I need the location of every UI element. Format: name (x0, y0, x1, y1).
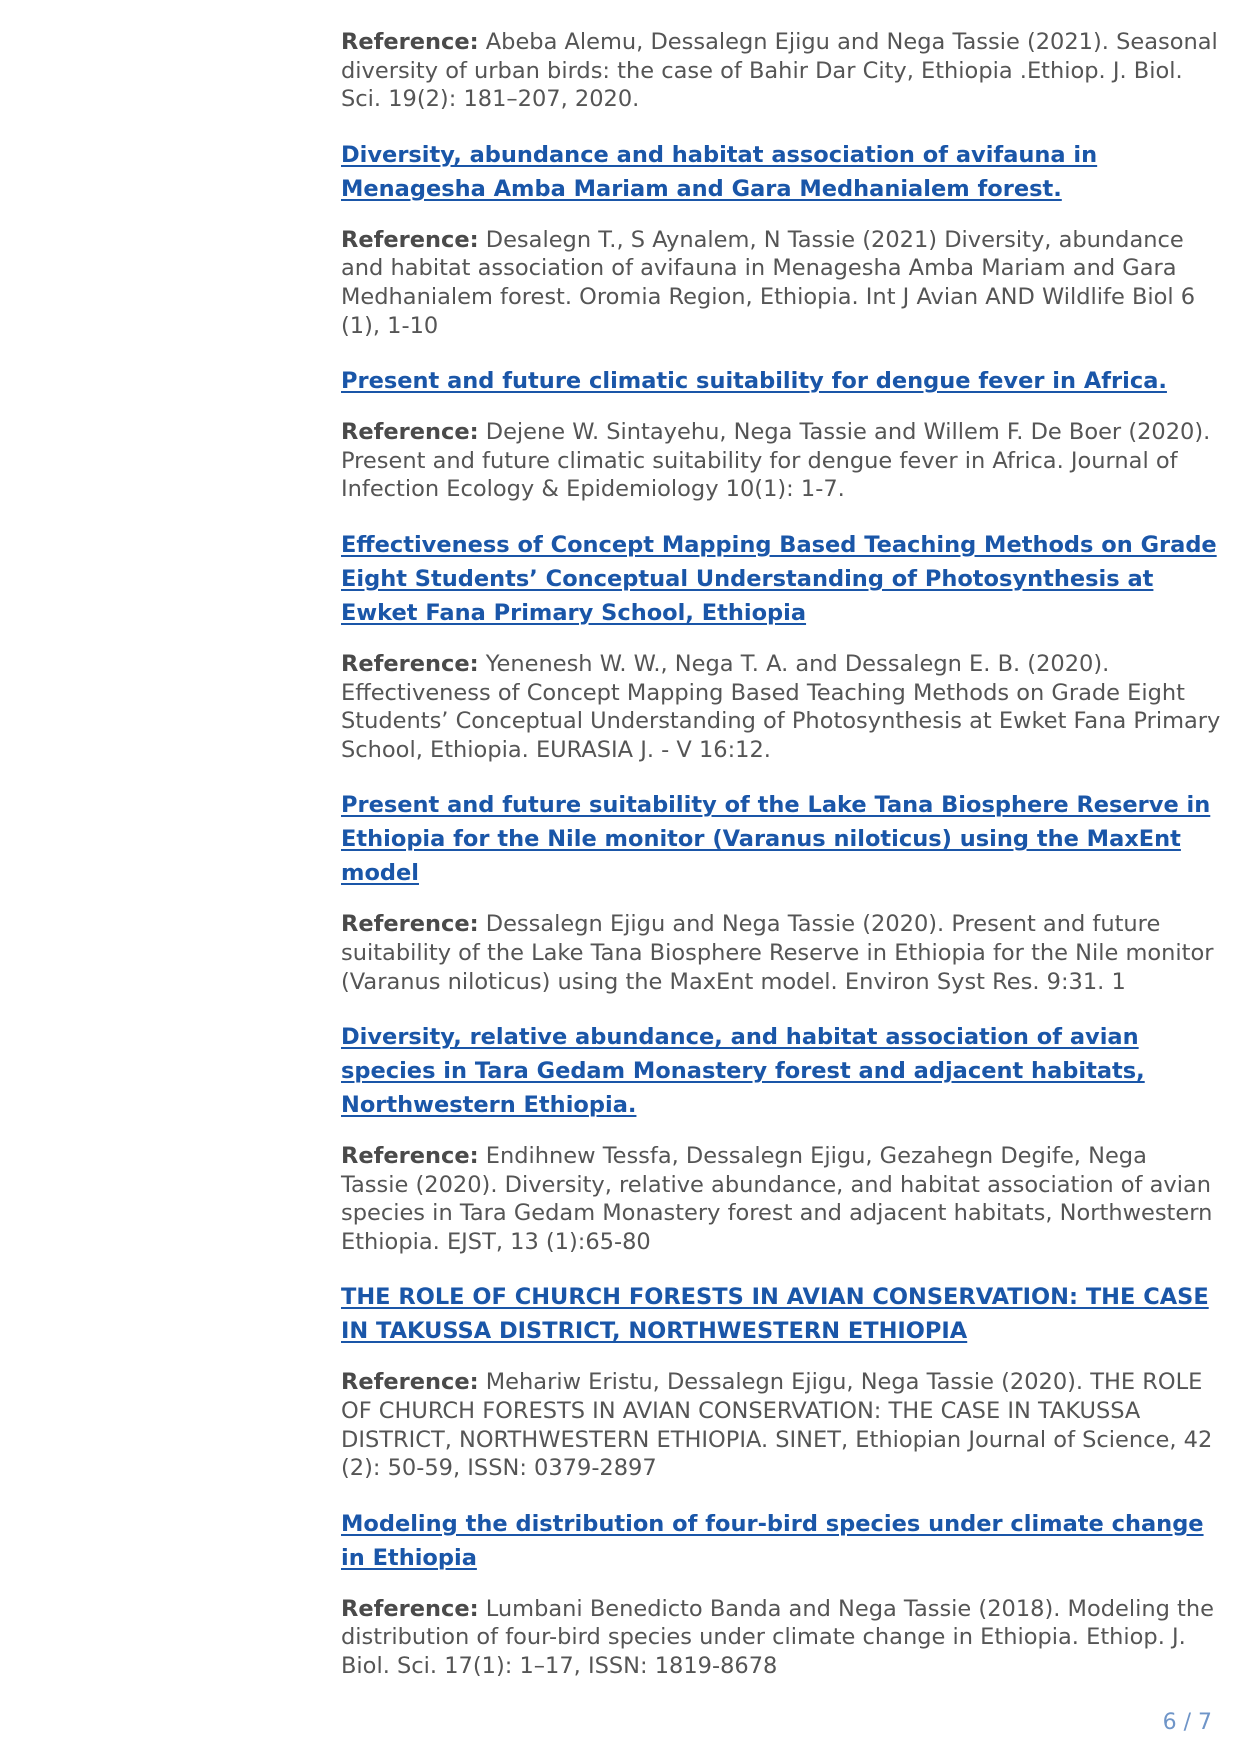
reference-label: Reference: (341, 226, 479, 253)
reference-entry (341, 1595, 1221, 1681)
publication-title-link[interactable]: Modeling the distribution of four-bird species under climate change in Ethiopia (341, 1510, 1204, 1571)
publication-title-link[interactable]: THE ROLE OF CHURCH FORESTS IN AVIAN CONSERVATION: THE CASE IN TAKUSSA DISTRICT, NORTHWESTERN ETHIOPIA (341, 1284, 1209, 1345)
publication-title-link[interactable]: Effectiveness of Concept Mapping Based Teaching Methods on Grade Eight Students’ Conceptual Understanding of Photosynthesis at Ewket Fana Primary School, Ethiopia (341, 531, 1217, 626)
reference-label: Reference: (341, 29, 479, 55)
reference-label: Reference: (341, 650, 479, 677)
reference-entry (341, 910, 1221, 996)
reference-entry (341, 1142, 1221, 1256)
reference-entry (341, 226, 1221, 340)
publication-title-link[interactable]: Diversity, abundance and habitat association of avifauna in Menagesha Amba Mariam and Gara Medhanialem forest. (341, 141, 1098, 202)
reference-text: Lumbani Benedicto Banda and Nega Tassie (2018). Modeling the distribution of four-bird species under climate change in Ethiopia. Ethiop. J. Biol. Sci. 17(1): 1–17, ISSN: 1819-8678 (341, 1595, 1214, 1680)
reference-label: Reference: (341, 1595, 479, 1622)
publication-title-link[interactable]: Diversity, relative abundance, and habitat association of avian species in Tara Gedam Monastery forest and adjacent habitats, Northwestern Ethiopia. (341, 1024, 1145, 1119)
reference-text: Dessalegn Ejigu and Nega Tassie (2020). Present and future suitability of the Lake Tana Biosphere Reserve in Ethiopia for the Nile monitor (Varanus niloticus) using the MaxEnt model. Environ Syst Res. 9:31. 1 (341, 911, 1214, 995)
reference-text: Endihnew Tessfa, Dessalegn Ejigu, Gezahegn Degife, Nega Tassie (2020). Diversity, relative abundance, and habitat association of avian species in Tara Gedam Monastery forest and adjacent habitats, Northwestern Ethiopia. EJST, 13 (1):65-80 (341, 1143, 1213, 1255)
reference-label: Reference: (341, 1143, 479, 1170)
reference-entry (341, 418, 1221, 504)
reference-label: Reference: (341, 419, 479, 446)
reference-text: Abeba Alemu, Dessalegn Ejigu and Nega Tassie (2021). Seasonal diversity of urban birds: the case of Bahir Dar City, Ethiopia .Ethiop. J. Biol. Sci. 19(2): 181–207, 2020. (341, 29, 1218, 113)
page-number: 6 / 7 (1162, 1710, 1212, 1735)
reference-entry (341, 650, 1221, 764)
reference-text: Desalegn T., S Aynalem, N Tassie (2021) Diversity, abundance and habitat association of avifauna in Menagesha Amba Mariam and Gara Medhanialem forest. Oromia Region, Ethiopia. Int J Avian AND Wildlife Biol 6 (1), 1-10 (341, 226, 1196, 339)
reference-text: Yenenesh W. W., Nega T. A. and Dessalegn E. B. (2020). Effectiveness of Concept Mapping Based Teaching Methods on Grade Eight Students’ Conceptual Understanding of Photosynthesis at Ewket Fana Primary School, Ethiopia. EURASIA J. - V 16:12. (341, 650, 1221, 763)
reference-label: Reference: (341, 911, 479, 938)
publication-title-link[interactable]: Present and future suitability of the Lake Tana Biosphere Reserve in Ethiopia for the Nile monitor (Varanus niloticus) using the MaxEnt model (341, 792, 1211, 887)
publication-title-link[interactable]: Present and future climatic suitability for dengue fever in Africa. (341, 368, 1167, 395)
reference-entry (341, 28, 1221, 114)
reference-text: Mehariw Eristu, Dessalegn Ejigu, Nega Tassie (2020). THE ROLE OF CHURCH FORESTS IN AVIAN CONSERVATION: THE CASE IN TAKUSSA DISTRICT, NORTHWESTERN ETHIOPIA. SINET, Ethiopian Journal of Science, 42 (2): 50-59, ISSN: 0379-2897 (341, 1369, 1213, 1482)
reference-label: Reference: (341, 1369, 479, 1396)
reference-entry (341, 1368, 1221, 1482)
publication-list (341, 28, 1221, 1705)
reference-text: Dejene W. Sintayehu, Nega Tassie and Willem F. De Boer (2020). Present and future climatic suitability for dengue fever in Africa. Journal of Infection Ecology & Epidemiology 10(1): 1-7. (341, 419, 1211, 503)
